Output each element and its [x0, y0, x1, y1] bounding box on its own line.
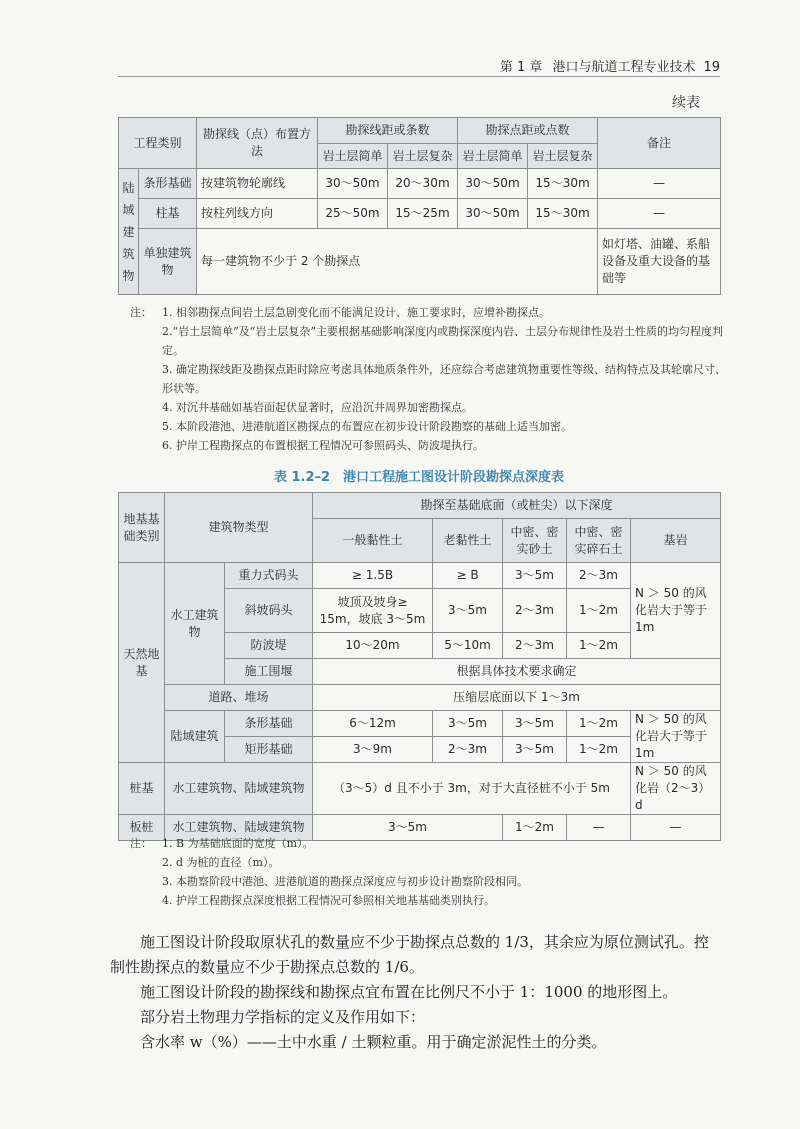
pile-foundation: 桩基 [119, 763, 165, 815]
row-type: 施工围堰 [225, 659, 313, 685]
header-gravel: 中密、密实碎石土 [567, 519, 631, 563]
cell-soft-clay: 10～20m [313, 633, 433, 659]
exploration-spacing-table [118, 117, 721, 295]
exploration-depth-table [118, 492, 721, 841]
row-method: 按建筑物轮廓线 [197, 169, 318, 199]
header-point-simple: 岩土层简单 [458, 144, 528, 169]
table-row [119, 711, 721, 737]
cell-sand: 2～3m [503, 589, 567, 633]
note-item: 3. 确定勘探线距及勘探点距时除应考虑具体地质条件外，还应综合考虑建筑物重要性等级、结构特点及其轮廓尺寸、形状等。 [162, 363, 726, 395]
cell-sand: 2～3m [503, 633, 567, 659]
row-type: 柱基 [139, 199, 197, 229]
row-type: 矩形基础 [225, 737, 313, 763]
sheet-pile: 板桩 [119, 815, 165, 841]
header-depth: 勘探至基础底面（或桩尖）以下深度 [313, 493, 721, 519]
running-header [118, 56, 720, 77]
cell-old-clay: 2～3m [433, 737, 503, 763]
group-land-buildings: 陆域建筑物 [119, 169, 139, 295]
note-item: 2.“岩土层简单”及“岩土层复杂”主要根据基础影响深度内或勘探深度内岩、土层分布规律性及岩土性质的均匀程度判定。 [162, 325, 723, 357]
row-line-complex: 20～30m [388, 169, 458, 199]
table-row [119, 229, 721, 295]
header-building: 建筑物类型 [165, 493, 313, 563]
row-type: 水工建筑物、陆域建筑物 [165, 815, 313, 841]
header-point-complex: 岩土层复杂 [528, 144, 598, 169]
cell-bedrock: — [631, 815, 721, 841]
note-item: 4. 护岸工程勘探点深度根据工程情况可参照相关地基基础类别执行。 [162, 894, 495, 907]
row-line-simple: 25～50m [318, 199, 388, 229]
land-buildings: 陆域建筑 [165, 711, 225, 763]
row-point-simple: 30～50m [458, 169, 528, 199]
row-type: 道路、堆场 [165, 685, 313, 711]
cell-gravel: 1～2m [567, 711, 631, 737]
paragraph: 施工图设计阶段的勘探线和勘探点宜布置在比例尺不小于 1：1000 的地形图上。 [140, 983, 678, 1001]
row-type: 水工建筑物、陆域建筑物 [165, 763, 313, 815]
continued-label: 续表 [672, 95, 700, 111]
chapter-number: 第 1 章 [499, 60, 543, 75]
natural-foundation: 天然地基 [119, 563, 165, 763]
row-type: 重力式码头 [225, 563, 313, 589]
notes-label: 注： [130, 837, 152, 850]
header-line-simple: 岩土层简单 [318, 144, 388, 169]
header-line-spacing: 勘探线距或条数 [318, 118, 458, 144]
header-line-complex: 岩土层复杂 [388, 144, 458, 169]
note-item: 5. 本阶段港池、进港航道区勘探点的布置应在初步设计阶段勘察的基础上适当加密。 [162, 420, 572, 433]
cell-road-depth: 压缩层底面以下 1～3m [313, 685, 721, 711]
row-type: 条形基础 [225, 711, 313, 737]
note-item: 3. 本勘察阶段中港池、进港航道的勘探点深度应与初步设计勘察阶段相同。 [162, 875, 528, 888]
cell-soft-clay: 6～12m [313, 711, 433, 737]
note-item: 4. 对沉井基础如基岩面起伏显著时，应沿沉井周界加密勘探点。 [162, 401, 473, 414]
row-line-simple: 30～50m [318, 169, 388, 199]
row-note: — [598, 199, 721, 229]
row-point-complex: 15～30m [528, 169, 598, 199]
table-row [119, 763, 721, 815]
table1-notes [130, 303, 730, 455]
cell-sand: 3～5m [503, 563, 567, 589]
table-row [119, 685, 721, 711]
table-row [119, 169, 721, 199]
cell-bedrock-note: N ＞ 50 的风化岩大于等于 1m [631, 711, 721, 763]
page-number: 19 [703, 60, 720, 75]
cell-sand: 1～2m [503, 815, 567, 841]
chapter-title: 港口与航道工程专业技术 [552, 60, 696, 75]
row-method: 每一建筑物不少于 2 个勘探点 [197, 229, 598, 295]
cell-gravel: 1～2m [567, 633, 631, 659]
row-method: 按柱列线方向 [197, 199, 318, 229]
row-type: 单独建筑物 [139, 229, 197, 295]
header-sand: 中密、密实砂土 [503, 519, 567, 563]
cell-old-clay: 3～5m [433, 589, 503, 633]
row-line-complex: 15～25m [388, 199, 458, 229]
note-item: 2. d 为桩的直径（m）。 [162, 856, 280, 869]
header-foundation: 地基基础类别 [119, 493, 165, 563]
cell-bedrock-note: N ＞ 50 的风化岩（2～3）d [631, 763, 721, 815]
cell-pile-depth: （3～5）d 且不小于 3m，对于大直径桩不小于 5m [313, 763, 631, 815]
cell-sheet-depth: 3～5m [313, 815, 503, 841]
cell-old-clay: 3～5m [433, 711, 503, 737]
table-row [119, 199, 721, 229]
row-type: 条形基础 [139, 169, 197, 199]
row-point-simple: 30～50m [458, 199, 528, 229]
body-text [110, 930, 722, 1055]
paragraph: 施工图设计阶段取原状孔的数量应不少于勘探点总数的 1/3，其余应为原位测试孔。控制性勘探点的数量应不少于勘探点总数的 1/6。 [110, 933, 709, 976]
row-note: 如灯塔、油罐、系船设备及重大设备的基础等 [598, 229, 721, 295]
cell-soft-clay: 3～9m [313, 737, 433, 763]
cell-gravel: — [567, 815, 631, 841]
table2-title: 表 1.2–2 港口工程施工图设计阶段勘探点深度表 [273, 470, 565, 485]
header-bedrock: 基岩 [631, 519, 721, 563]
cell-old-clay: 5～10m [433, 633, 503, 659]
row-point-complex: 15～30m [528, 199, 598, 229]
cell-cofferdam-depth: 根据具体技术要求确定 [313, 659, 721, 685]
notes-label: 注： [130, 306, 152, 319]
cell-soft-clay: ≥ 1.5B [313, 563, 433, 589]
hydraulic-buildings: 水工建筑物 [165, 563, 225, 685]
row-type: 防波堤 [225, 633, 313, 659]
cell-sand: 3～5m [503, 737, 567, 763]
cell-old-clay: ≥ B [433, 563, 503, 589]
table2-notes [130, 834, 730, 910]
header-soft-clay: 一般黏性土 [313, 519, 433, 563]
header-method: 勘探线（点）布置方法 [197, 118, 318, 169]
cell-gravel: 1～2m [567, 737, 631, 763]
paragraph: 部分岩土物理力学指标的定义及作用如下： [140, 1008, 426, 1026]
cell-sand: 3～5m [503, 711, 567, 737]
header-category: 工程类别 [119, 118, 197, 169]
cell-bedrock-note: N ＞ 50 的风化岩大于等于 1m [631, 563, 721, 659]
row-note: — [598, 169, 721, 199]
header-point-spacing: 勘探点距或点数 [458, 118, 598, 144]
header-old-clay: 老黏性土 [433, 519, 503, 563]
note-item: 6. 护岸工程勘探点的布置根据工程情况可参照码头、防波堤执行。 [162, 439, 484, 452]
cell-soft-clay: 坡顶及坡身≥ 15m，坡底 3～5m [313, 589, 433, 633]
table-row [119, 563, 721, 589]
note-item: 1. 相邻勘探点间岩土层急剧变化而不能满足设计、施工要求时，应增补勘探点。 [162, 306, 550, 319]
paragraph: 含水率 w（%）——土中水重 / 土颗粒重。用于确定淤泥性土的分类。 [140, 1033, 607, 1051]
header-note: 备注 [598, 118, 721, 169]
row-type: 斜坡码头 [225, 589, 313, 633]
cell-gravel: 1～2m [567, 589, 631, 633]
cell-gravel: 2～3m [567, 563, 631, 589]
note-item: 1. B 为基础底面的宽度（m）。 [162, 837, 314, 850]
